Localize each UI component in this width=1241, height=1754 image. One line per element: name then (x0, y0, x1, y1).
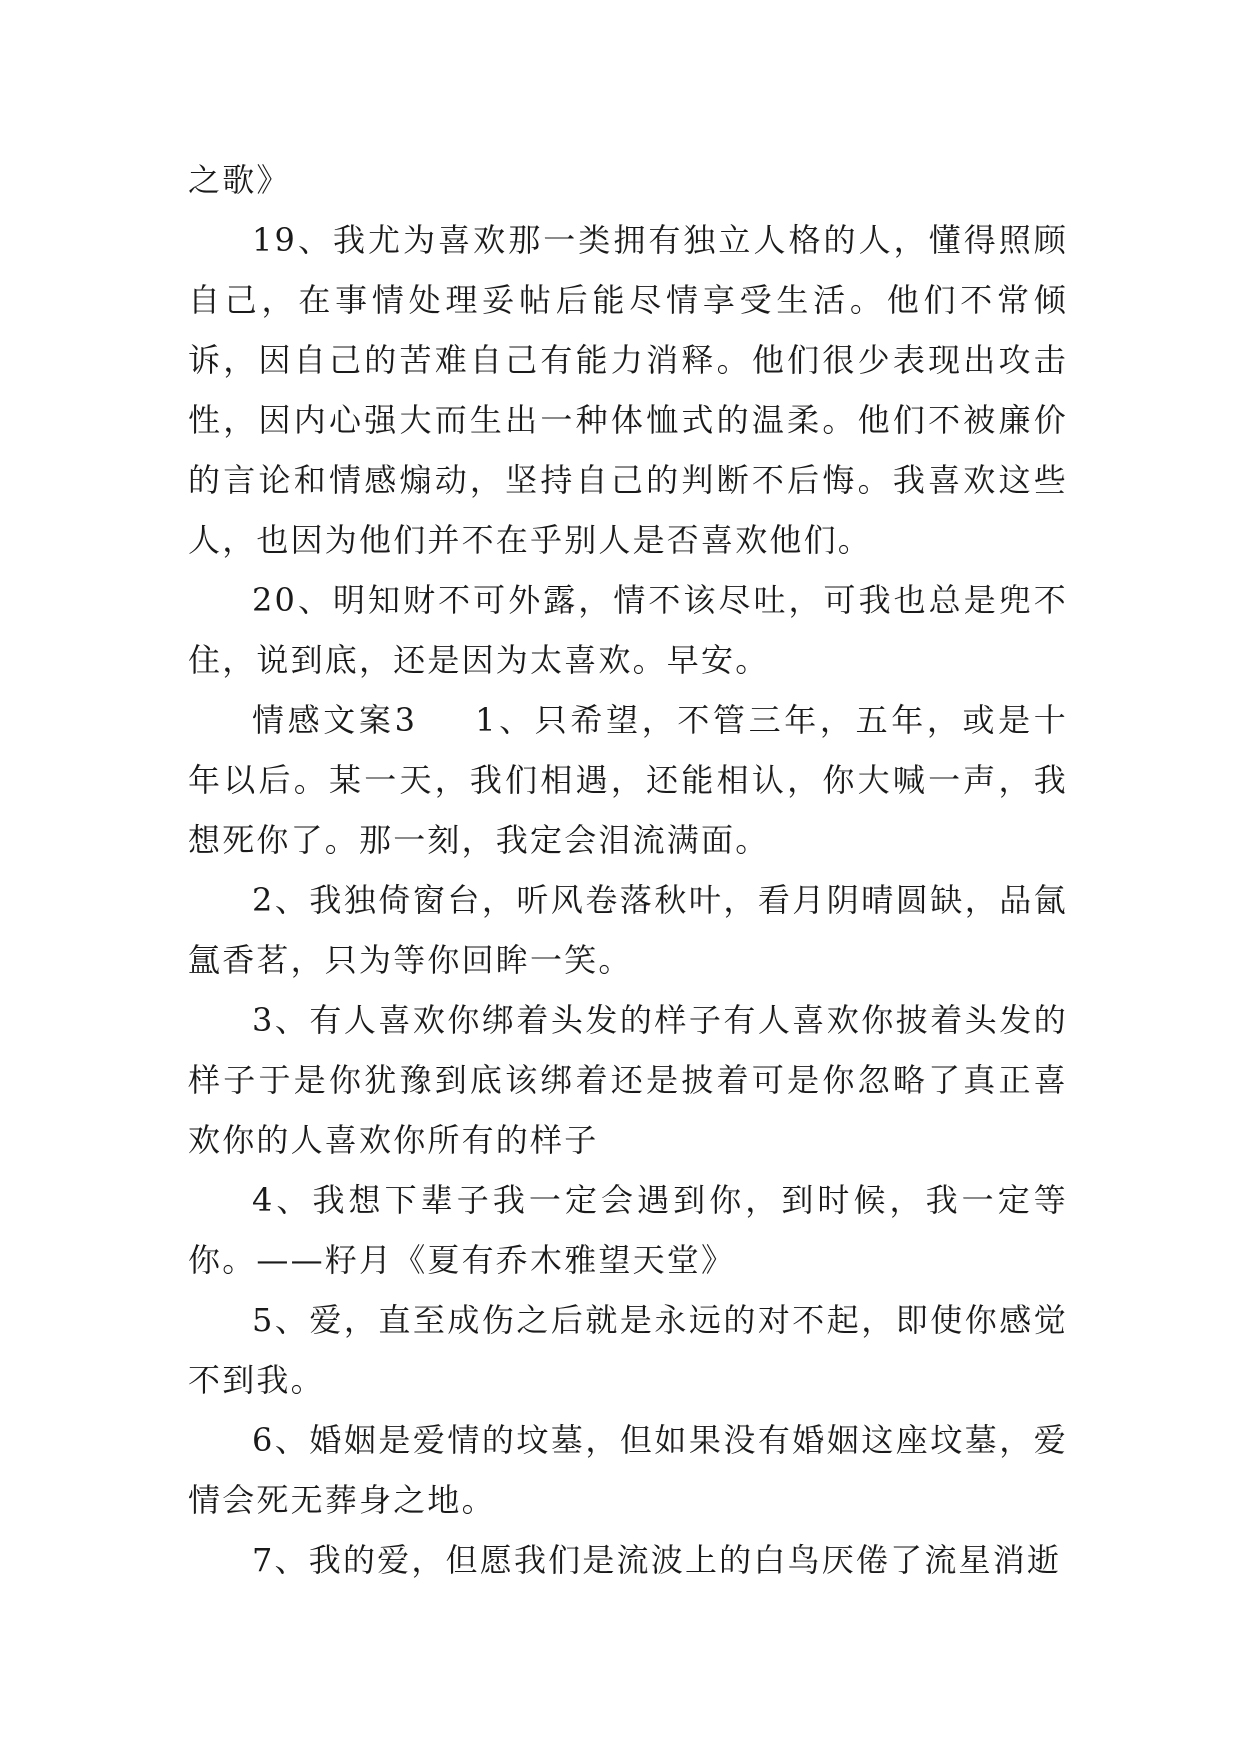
paragraph-19: 19、我尤为喜欢那一类拥有独立人格的人，懂得照顾自己，在事情处理妥帖后能尽情享受生活。他们不常倾诉，因自己的苦难自己有能力消释。他们很少表现出攻击性，因内心强大而生出一种体恤式的温柔。他们不被廉价的言论和情感煽动，坚持自己的判断不后悔。我喜欢这些人，也因为他们并不在乎别人是否喜欢他们。 (188, 221, 1068, 559)
paragraph-2: 2、我独倚窗台，听风卷落秋叶，看月阴晴圆缺，品氤氲香茗，只为等你回眸一笑。 (188, 881, 1068, 979)
paragraph-20: 20、明知财不可外露，情不该尽吐，可我也总是兜不住，说到底，还是因为太喜欢。早安。 (188, 581, 1068, 679)
paragraph-7: 7、我的爱，但愿我们是流波上的白鸟厌倦了流星消逝 (252, 1541, 1062, 1579)
paragraph-4: 4、我想下辈子我一定会遇到你，到时候，我一定等你。——籽月《夏有乔木雅望天堂》 (188, 1181, 1068, 1279)
paragraph-section-3 (188, 690, 1068, 870)
document-body (188, 150, 1068, 1590)
paragraph-continued: 之歌》 (188, 161, 291, 199)
paragraph-3: 3、有人喜欢你绑着头发的样子有人喜欢你披着头发的样子于是你犹豫到底该绑着还是披着可是你忽略了真正喜欢你的人喜欢你所有的样子 (188, 1001, 1068, 1159)
paragraph-6: 6、婚姻是爱情的坟墓，但如果没有婚姻这座坟墓，爱情会死无葬身之地。 (188, 1421, 1068, 1519)
section-3-item-1: 1、只希望，不管三年，五年，或是十年以后。某一天，我们相遇，还能相认，你大喊一声，我想死你了。那一刻，我定会泪流满面。 (188, 701, 1068, 859)
section-heading: 情感文案3 (252, 701, 418, 739)
paragraph-5: 5、爱，直至成伤之后就是永远的对不起，即使你感觉不到我。 (188, 1301, 1068, 1399)
